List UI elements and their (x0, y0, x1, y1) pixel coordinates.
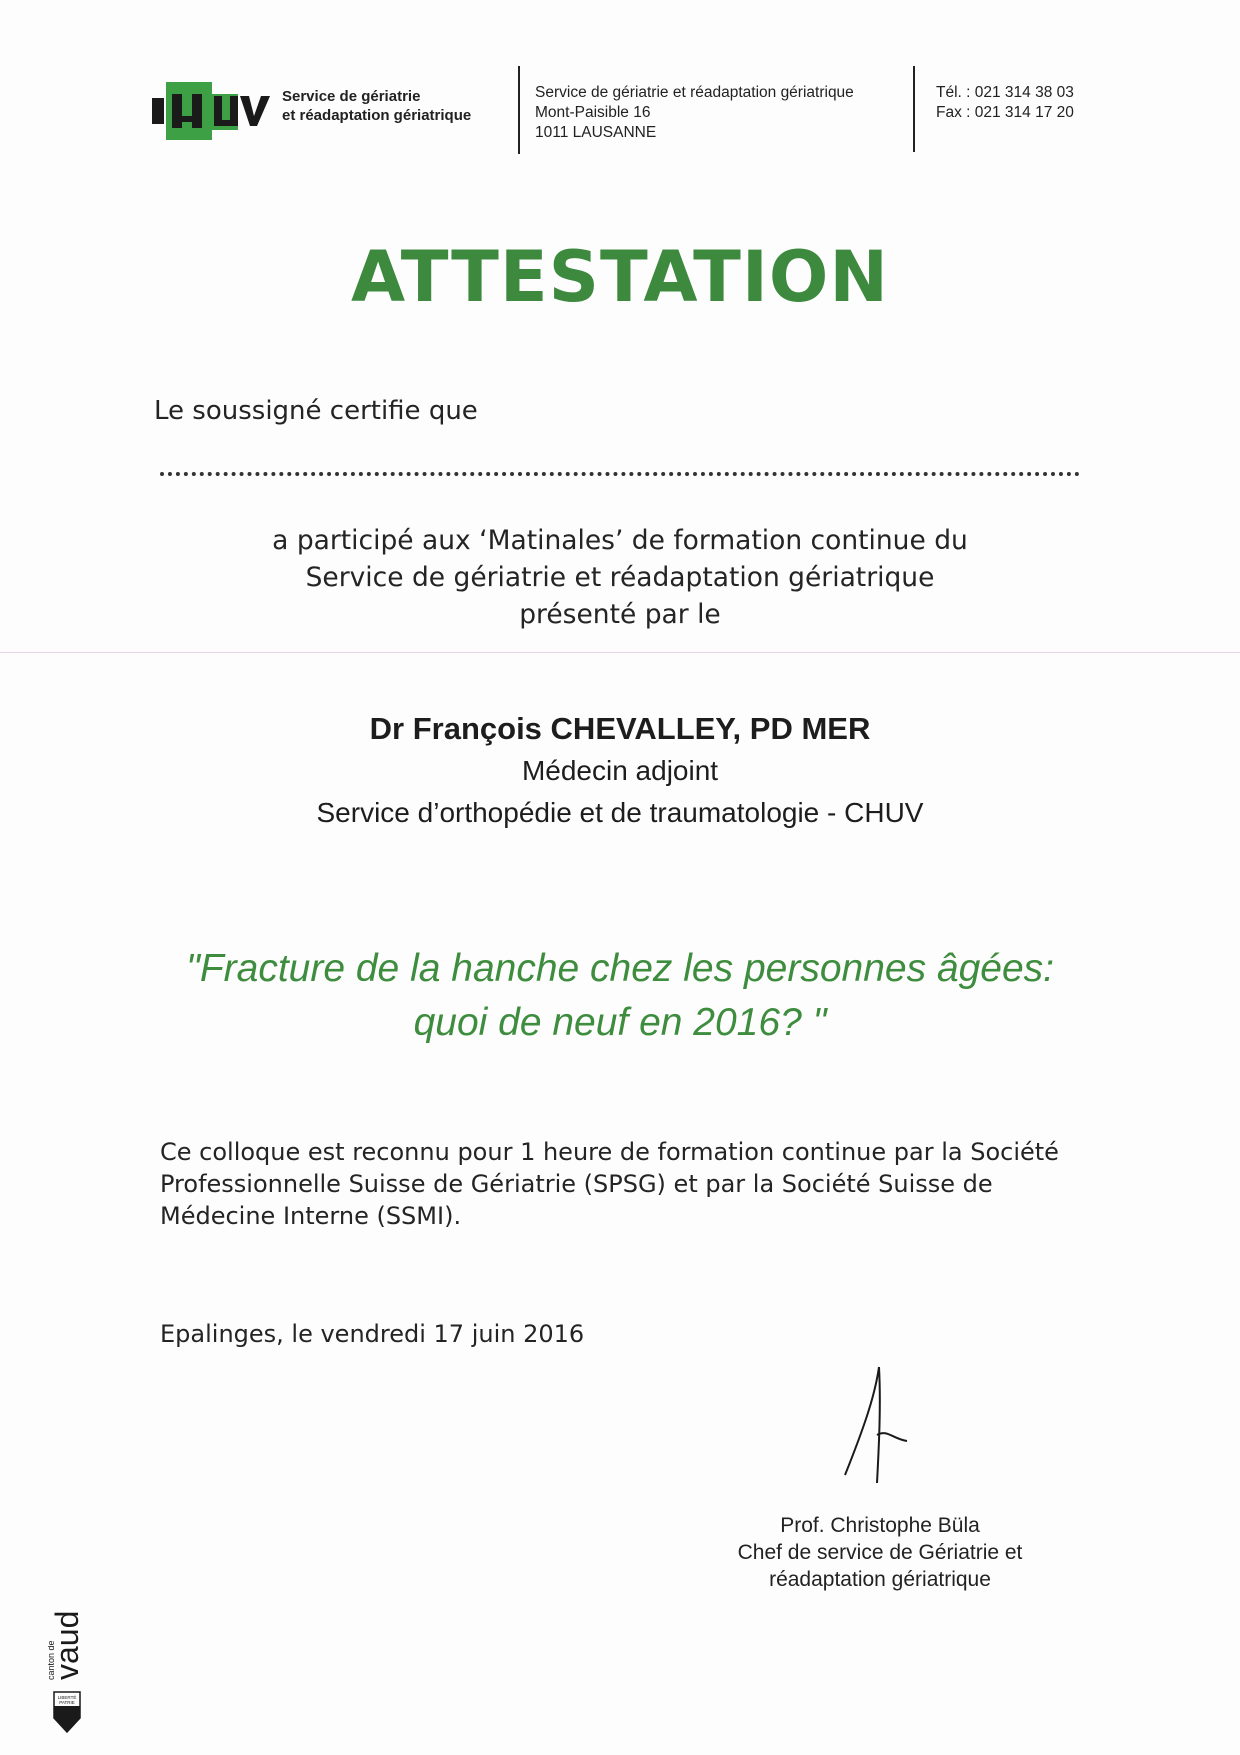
phone-line: Tél. : 021 314 38 03 (936, 84, 1074, 101)
topic-line: "Fracture de la hanche chez les personnes âgées: (185, 947, 1055, 990)
topic-line: quoi de neuf en 2016? " (413, 1001, 827, 1044)
place-date: Epalinges, le vendredi 17 juin 2016 (160, 1320, 585, 1348)
fold-line (0, 652, 1240, 653)
signatory-block (700, 1512, 1060, 1593)
signature (835, 1365, 915, 1485)
svg-text:CHUV: CHUV (152, 82, 155, 83)
logo-service-name (282, 87, 471, 125)
participation-line: Service de gériatrie et réadaptation gériatrique (305, 562, 935, 593)
participation-line: a participé aux ‘Matinales’ de formation continue du (272, 525, 968, 556)
address-line: Service de gériatrie et réadaptation gériatrique (535, 84, 854, 101)
speaker-name: Dr François CHEVALLEY, PD MER (369, 711, 871, 746)
logo-service-line: et réadaptation gériatrique (282, 107, 472, 124)
presentation-topic (0, 942, 1240, 1050)
address-block (535, 83, 854, 143)
svg-text:vaud: vaud (49, 1610, 85, 1680)
signatory-line: Prof. Christophe Büla (780, 1514, 980, 1537)
chuv-logo (152, 82, 270, 140)
canton-vaud-logo (48, 1608, 88, 1738)
contact-block (936, 83, 1074, 123)
participation-text (0, 522, 1240, 633)
certify-text: Le soussigné certifie que (154, 396, 478, 426)
name-fill-line (160, 472, 1080, 476)
signatory-line: Chef de service de Gériatrie et (737, 1541, 1023, 1564)
speaker-role: Médecin adjoint (521, 755, 719, 786)
header-divider (518, 66, 520, 154)
header-divider (913, 66, 915, 152)
document-title: ATTESTATION (350, 236, 890, 318)
address-line: Mont-Paisible 16 (535, 104, 651, 121)
participation-line: présenté par le (519, 599, 721, 630)
logo-service-line: Service de gériatrie (282, 88, 421, 105)
signatory-line: réadaptation gériatrique (769, 1568, 991, 1591)
svg-text:canton de: canton de (48, 1640, 56, 1680)
recognition-text: Ce colloque est reconnu pour 1 heure de formation continue par la Société Professionnelle Suisse de Gériatrie (SPSG) et par la Société Suisse de Médecine Interne (SSMI). (160, 1138, 1059, 1230)
speaker-block (0, 708, 1240, 834)
svg-text:LIBERTÉ: LIBERTÉ (57, 1695, 77, 1700)
speaker-department: Service d’orthopédie et de traumatologie - CHUV (316, 797, 924, 828)
svg-text:PATRIE: PATRIE (59, 1700, 75, 1705)
address-line: 1011 LAUSANNE (535, 124, 657, 141)
fax-line: Fax : 021 314 17 20 (936, 104, 1074, 121)
